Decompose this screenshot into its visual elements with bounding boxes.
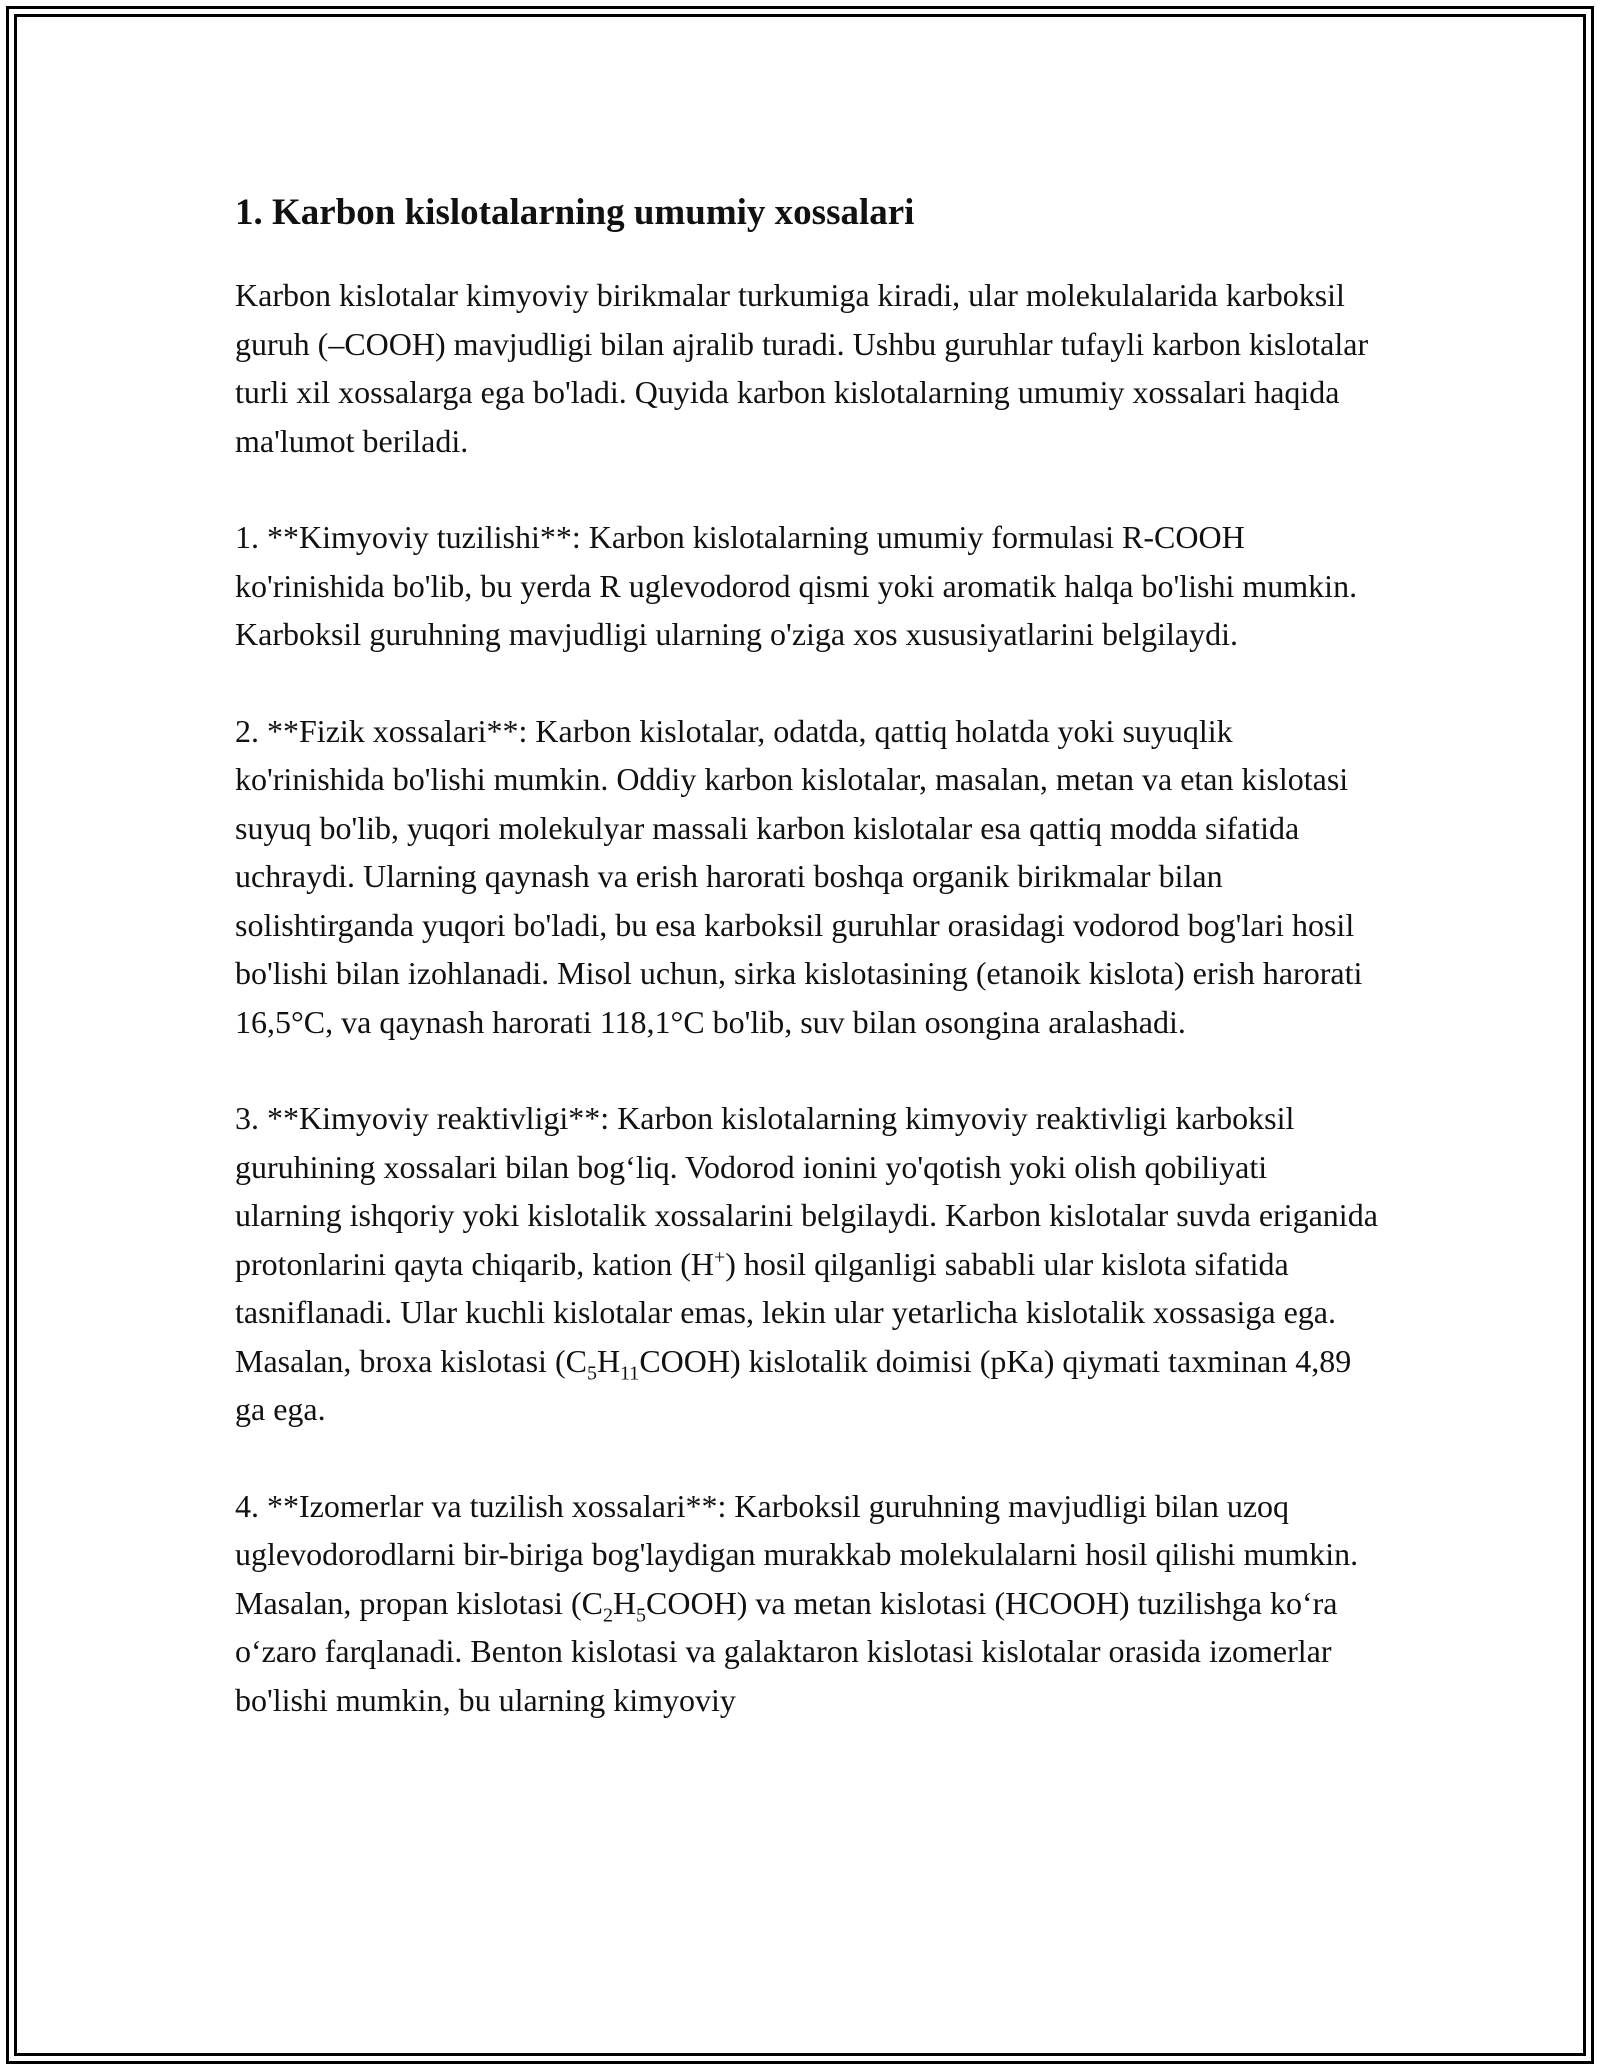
text-segment: ) hosil qilganligi sababli ular kislota sifatida tasniflanadi. Ular kuchli kislotalar emas, lekin ular yetarlicha kislotalik xossasiga ega. Masalan, broxa kislotasi (C [235,1245,1336,1379]
subscript: 5 [586,1361,597,1384]
subscript: 2 [602,1603,613,1626]
text-segment: 4. **Izomerlar va tuzilish xossalari**: Karboksil guruhning mavjudligi bilan uzoq uglevodorodlarni bir-biriga bog'laydigan murakkab molekulalarni hosil qilishi mumkin. Masalan, propan kislotasi (C [235,1487,1359,1621]
paragraph-physical-properties: 2. **Fizik xossalari**: Karbon kislotalar, odatda, qattiq holatda yoki suyuqlik ko'rinishida bo'lishi mumkin. Oddiy karbon kislotalar, masalan, metan va etan kislotasi suyuq bo'lib, yuqori molekulyar massali karbon kislotalar esa qattiq modda sifatida uchraydi. Ularning qaynash va erish harorati boshqa organik birikmalar bilan solishtirganda yuqori bo'ladi, bu esa karboksil guruhlar orasidagi vodorod bog'lari hosil bo'lishi bilan izohlanadi. Misol uchun, sirka kislotasining (etanoik kislota) erish harorati 16,5°C, va qaynash harorati 118,1°C bo'lib, suv bilan osongina aralashadi. [235,712,1363,1040]
superscript: + [713,1245,726,1268]
subscript: 5 [636,1603,647,1626]
subscript: 11 [620,1361,640,1384]
paragraph-chemical-structure: 1. **Kimyoviy tuzilishi**: Karbon kislotalarning umumiy formulasi R-COOH ko'rinishida bo'lib, bu yerda R uglevodorod qismi yoki aromatik halqa bo'lishi mumkin. Karboksil guruhning mavjudligi ularning o'ziga xos xususiyatlarini belgilaydi. [235,519,1358,652]
intro-paragraph: Karbon kislotalar kimyoviy birikmalar turkumiga kiradi, ular molekulalarida karboksil guruh (–COOH) mavjudligi bilan ajralib turadi. Ushbu guruhlar tufayli karbon kislotalar turli xil xossalarga ega bo'ladi. Quyida karbon kislotalarning umumiy xossalari haqida ma'lumot beriladi. [235,277,1369,459]
text-segment: H [612,1584,637,1621]
text-segment: COOH) kislotalik doimisi (pKa) qiymati taxminan 4,89 ga ega. [235,1342,1352,1427]
paragraph-chemical-reactivity [235,1094,1380,1434]
paragraph-isomers [235,1482,1380,1725]
document-body [235,185,1380,1772]
text-segment: COOH) va metan kislotasi (HCOOH) tuzilishga ko‘ra o‘zaro farqlanadi. Benton kislotasi va galaktaron kislotasi kislotalar orasida izomerlar bo'lishi mumkin, bu ularning kimyoviy [235,1584,1338,1718]
text-segment: 3. **Kimyoviy reaktivligi**: Karbon kislotalarning kimyoviy reaktivligi karboksil guruhining xossalari bilan bog‘liq. Vodorod ionini yo'qotish yoki olish qobiliyati ularning ishqoriy yoki kislotalik xossalarini belgilaydi. Karbon kislotalar suvda eriganida protonlarini qayta chiqarib, kation (H [235,1100,1378,1282]
section-heading: 1. Karbon kislotalarning umumiy xossalari [235,192,915,233]
text-segment: H [596,1342,621,1379]
